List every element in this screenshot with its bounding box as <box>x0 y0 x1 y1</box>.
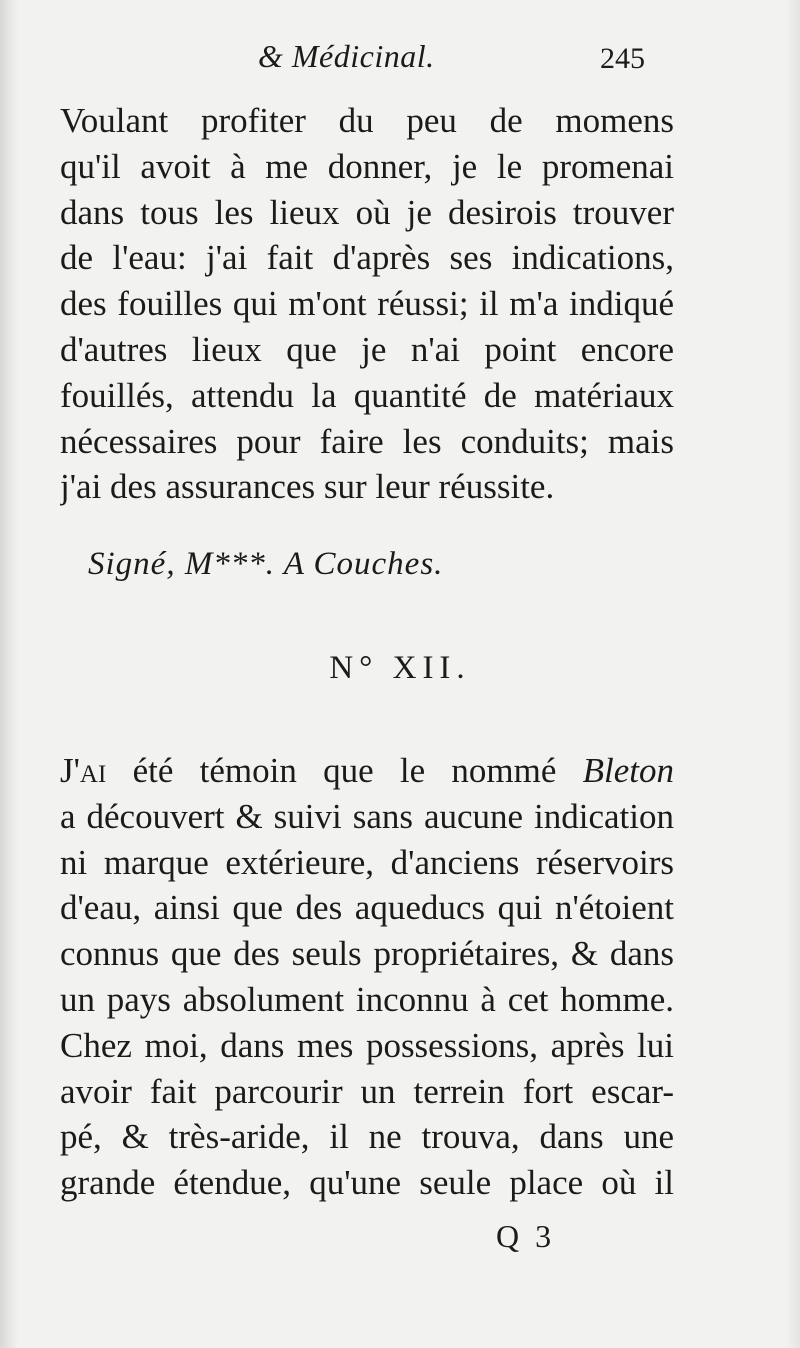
page-number: 245 <box>600 42 645 75</box>
paragraph-2 <box>60 748 674 1206</box>
paragraph-1 <box>60 98 674 510</box>
text-line: dans tous les lieux où je desirois trouver <box>60 192 674 232</box>
text-line: a découvert & suivi sans aucune indication <box>60 796 674 836</box>
text-line: connus que des seuls propriétaires, & dans <box>60 934 674 974</box>
text-line: fouillés, attendu la quantité de matériaux <box>60 375 674 415</box>
text-fragment: été témoin que le nommé <box>106 751 583 790</box>
proper-name: Bleton <box>582 751 674 790</box>
text-line: avoir fait parcourir un terrein fort escar- <box>60 1071 674 1111</box>
text-line: Voulant profiter du peu de momens <box>60 101 674 140</box>
text-line: qu'il avoit à me donner, je le promenai <box>60 146 674 186</box>
text-line <box>60 748 674 794</box>
text-line: pé, & très-aride, il ne trouva, dans une <box>60 1117 674 1157</box>
text-line: un pays absolument inconnu à cet homme. <box>60 979 674 1019</box>
drop-cap-word: J'ai <box>60 751 107 790</box>
running-head: & Médicinal. <box>258 38 435 74</box>
text-line: d'eau, ainsi que des aqueducs qui n'étoient <box>60 888 674 928</box>
page-header <box>0 38 800 86</box>
text-line: de l'eau: j'ai fait d'après ses indications, <box>60 238 674 278</box>
text-line: nécessaires pour faire les conduits; mais <box>60 421 674 461</box>
text-line: d'autres lieux que je n'ai point encore <box>60 329 674 369</box>
text-line: des fouilles qui m'ont réussi; il m'a indiqué <box>60 284 674 324</box>
section-heading: N° XII. <box>329 650 471 686</box>
catchword: Q 3 <box>496 1218 556 1254</box>
text-line: j'ai des assurances sur leur réussite. <box>60 467 555 507</box>
text-line: ni marque extérieure, d'anciens réservoirs <box>60 842 674 882</box>
signature: Signé, M***. A Couches. <box>88 546 444 582</box>
text-line: Chez moi, dans mes possessions, après lui <box>60 1025 674 1065</box>
text-line: grande étendue, qu'une seule place où il <box>60 1163 674 1203</box>
